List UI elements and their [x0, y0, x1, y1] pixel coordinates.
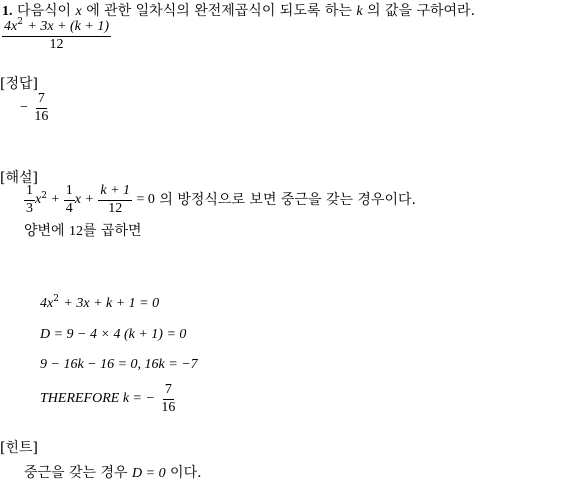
solution-step-4-fraction: $\frac{7}{16}$	[161, 382, 176, 415]
solution-equation-line: $\frac{1}{3}$ $x^2$ + $\frac{1}{4}$ x + $\frac{k + 1}{12}$ = 0 의 방정식으로 보면 중근을 갖는 경우이다.	[26, 183, 416, 216]
solution-step-2: D = 9 − 4 × 4 (k + 1) = 0	[40, 327, 187, 342]
solution-text-2: 양변에 12를 곱하면	[24, 223, 142, 239]
problem-text-c: 의 값을 구하여라.	[367, 3, 476, 19]
hint-label: [힌트]	[0, 440, 38, 456]
answer-denominator: 16	[34, 108, 49, 124]
solution-frac-2: $\frac{1}{4}$	[65, 183, 73, 216]
answer-sign: −	[20, 100, 28, 116]
solution-step-1: $4x^2 + 3x + k + 1 = 0$	[40, 294, 160, 311]
problem-expression	[2, 18, 111, 52]
solution-step-3: 9 − 16k − 16 = 0, 16k = −7	[40, 357, 198, 372]
problem-fraction	[2, 18, 111, 52]
problem-var-x: x	[75, 4, 82, 19]
problem-fraction-denominator: 12	[49, 36, 64, 52]
answer-fraction	[32, 92, 50, 124]
solution-frac-3: $\frac{k + 1}{12}$	[100, 183, 131, 216]
answer-value	[20, 92, 50, 124]
answer-label: [정답]	[0, 76, 38, 92]
solution-frac-1: $\frac{1}{3}$	[26, 183, 33, 216]
problem-var-k: k	[356, 4, 363, 19]
problem-text-b: 에 관한 일차식의 완전제곱식이 되도록 하는	[86, 3, 352, 19]
solution-text-1: 의 방정식으로 보면 중근을 갖는 경우이다.	[159, 192, 416, 209]
problem-fraction-numerator: $4x^2 + 3x + (k + 1)$	[2, 18, 111, 37]
hint-text: 중근을 갖는 경우 D = 0 이다.	[24, 465, 202, 481]
problem-text-a: 다음식이	[16, 3, 72, 19]
solution-label: [해설]	[0, 170, 38, 186]
answer-numerator: 7	[36, 92, 47, 109]
problem-number: 1.	[2, 4, 13, 19]
solution-step-4: THEREFORE k = − $\frac{7}{16}$	[40, 382, 176, 415]
problem-statement	[2, 4, 475, 19]
